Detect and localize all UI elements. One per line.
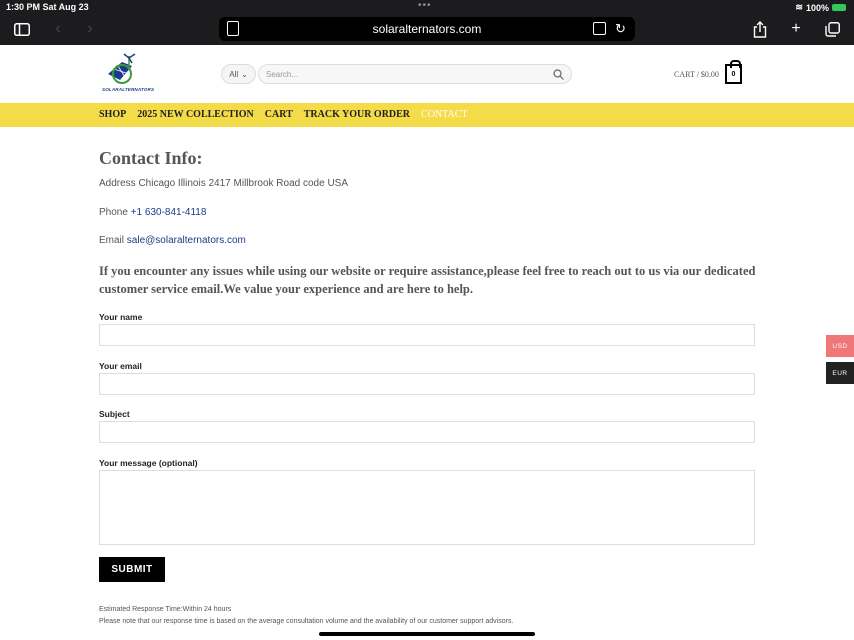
cart-label: CART / $0.00 <box>674 69 719 79</box>
name-label: Your name <box>99 312 143 322</box>
cart-count: 0 <box>731 70 736 78</box>
battery-icon <box>832 4 846 11</box>
search-form <box>221 64 572 84</box>
search-category-select[interactable] <box>221 64 256 84</box>
search-icon[interactable] <box>553 69 564 80</box>
page-title: Contact Info: <box>99 148 203 168</box>
multitask-dots[interactable]: ••• <box>418 0 432 11</box>
browser-toolbar <box>0 14 854 45</box>
forward-icon[interactable]: › <box>87 20 93 37</box>
message-label: Your message (optional) <box>99 458 198 468</box>
home-indicator[interactable] <box>319 632 535 636</box>
tabs-overview-icon[interactable] <box>822 19 842 39</box>
nav-item-new-collection[interactable]: 2025 NEW COLLECTION <box>137 109 254 120</box>
search-input[interactable] <box>258 64 572 84</box>
search-placeholder: Search... <box>266 69 299 79</box>
email-field[interactable] <box>99 373 755 395</box>
reload-icon[interactable]: ↻ <box>615 21 626 36</box>
subject-field[interactable] <box>99 421 755 443</box>
response-policy-note: Please note that our response time is based on the average consultation volume and the availability of our customer support advisors. <box>99 618 514 625</box>
message-field[interactable] <box>99 470 755 545</box>
header-cart[interactable] <box>674 64 742 84</box>
back-icon[interactable]: ‹ <box>55 20 61 37</box>
response-time-note: Estimated Response Time:Within 24 hours <box>99 606 232 613</box>
logo-text: SOLARALTERNATORS <box>102 87 155 92</box>
url-text: solaralternators.com <box>372 22 482 36</box>
phone-prefix: Phone <box>99 207 131 218</box>
status-bar <box>0 0 854 14</box>
wifi-icon: ≋ <box>795 2 803 12</box>
status-time: 1:30 PM Sat Aug 23 <box>6 2 89 12</box>
battery-percent: 100% <box>805 2 829 13</box>
new-tab-icon[interactable]: + <box>791 20 801 37</box>
support-message: If you encounter any issues while using our website or require assistance,please feel free to reach out to us via our dedicated customer service email.We value your experience and are here to help. <box>99 264 756 296</box>
name-field[interactable] <box>99 324 755 346</box>
email-link[interactable]: sale@solaralternators.com <box>126 235 246 246</box>
nav-item-track-order[interactable]: TRACK YOUR ORDER <box>303 109 411 120</box>
contact-email <box>99 235 246 246</box>
site-header <box>0 45 854 103</box>
contact-address: Address Chicago Illinois 2417 Millbrook Road code USA <box>99 178 349 189</box>
phone-link[interactable]: +1 630-841-4118 <box>130 207 207 218</box>
nav-item-contact[interactable]: CONTACT <box>421 109 468 120</box>
site-logo[interactable] <box>102 52 155 92</box>
currency-usd-button[interactable]: USD <box>826 335 854 357</box>
chevron-down-icon: ⌄ <box>241 69 248 79</box>
contact-phone <box>99 207 206 218</box>
currency-eur-button[interactable]: EUR <box>826 362 854 384</box>
sidebar-icon[interactable] <box>12 19 32 39</box>
search-category-value: All <box>229 69 239 79</box>
nav-item-shop[interactable]: SHOP <box>99 109 127 120</box>
submit-button[interactable]: SUBMIT <box>99 557 165 582</box>
email-prefix: Email <box>99 235 127 246</box>
address-bar[interactable] <box>219 17 635 41</box>
share-icon[interactable] <box>750 19 770 39</box>
email-label: Your email <box>99 361 142 371</box>
nav-item-cart[interactable]: CART <box>264 109 293 120</box>
main-nav <box>0 103 854 127</box>
reader-icon[interactable] <box>593 22 606 35</box>
status-indicators <box>795 2 846 13</box>
cart-icon[interactable] <box>725 64 742 84</box>
subject-label: Subject <box>99 409 130 419</box>
